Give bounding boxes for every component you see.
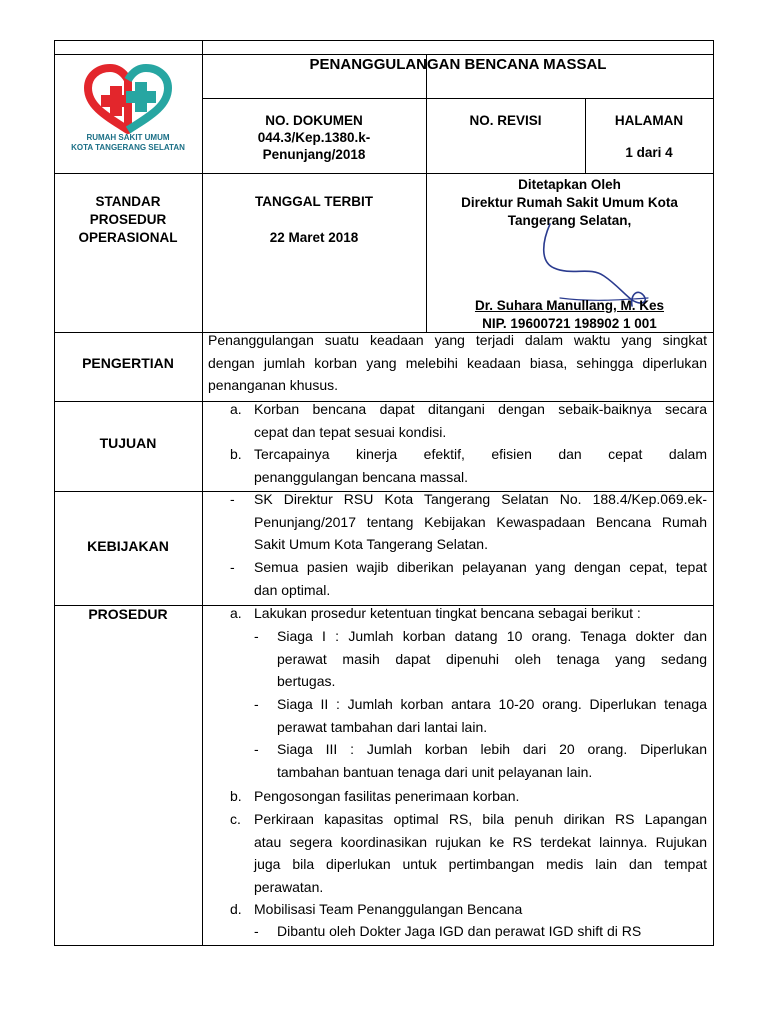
sop-line1: STANDAR bbox=[95, 194, 161, 209]
halaman-label: HALAMAN bbox=[614, 113, 684, 128]
pengertian-line: Penanggulangan suatu keadaan yang terjadi dalam waktu yang singkat bbox=[208, 332, 707, 348]
pengertian-label: PENGERTIAN bbox=[82, 355, 174, 371]
list-item bbox=[208, 556, 707, 601]
tanggal-label: TANGGAL TERBIT bbox=[255, 194, 373, 209]
sop-label bbox=[54, 193, 202, 247]
list-marker: - bbox=[254, 628, 259, 644]
list-item-line: bertugas. bbox=[277, 673, 336, 689]
list-marker: b. bbox=[230, 446, 242, 462]
list-item-line: Mobilisasi Team Penanggulangan Bencana bbox=[254, 901, 523, 917]
no-dokumen-label: NO. DOKUMEN bbox=[265, 113, 363, 128]
halaman-value: 1 dari 4 bbox=[625, 145, 673, 160]
hospital-name bbox=[58, 133, 198, 153]
ditetapkan-line1: Ditetapkan Oleh bbox=[518, 177, 621, 192]
no-dokumen-line1: 044.3/Kep.1380.k- bbox=[257, 130, 371, 145]
list-item-line: cepat dan tepat sesuai kondisi. bbox=[254, 423, 447, 440]
list-item-line: penanggulangan bencana massal. bbox=[254, 468, 469, 485]
list-item-line: perawat masih dapat dipenuhi oleh tenaga yang sedang bbox=[277, 650, 707, 667]
hospital-name-line1: RUMAH SAKIT UMUM bbox=[86, 133, 170, 142]
list-marker: - bbox=[254, 696, 259, 712]
hospital-name-line2: KOTA TANGERANG SELATAN bbox=[71, 143, 185, 152]
list-marker: d. bbox=[230, 901, 242, 917]
list-item bbox=[208, 808, 707, 898]
hospital-logo bbox=[58, 58, 198, 170]
list-item bbox=[208, 920, 707, 943]
list-marker: - bbox=[254, 923, 259, 939]
list-item-line: atau segera koordinasikan rujukan ke RS terdekat lainnya. Rujukan bbox=[254, 833, 707, 850]
list-item-line: tambahan bantuan tenaga dari unit pelayanan lain. bbox=[277, 763, 593, 780]
grid-line bbox=[54, 54, 714, 55]
pengertian-body bbox=[208, 329, 707, 397]
list-item-line: Dibantu oleh Dokter Jaga IGD dan perawat IGD shift di RS bbox=[277, 923, 642, 939]
signatory-name: Dr. Suhara Manullang, M. Kes bbox=[474, 298, 665, 313]
list-marker: - bbox=[230, 491, 235, 507]
list-item-line: Lakukan prosedur ketentuan tingkat bencana sebagai berikut : bbox=[254, 605, 641, 621]
heart-cross-logo-icon bbox=[58, 58, 198, 170]
list-item-line: Tercapainya kinerja efektif, efisien dan cepat dalam bbox=[254, 446, 707, 462]
list-item-line: Korban bencana dapat ditangani dengan sebaik-baiknya secara bbox=[254, 401, 707, 417]
list-item-line: perawat tambahan dari lantai lain. bbox=[277, 718, 488, 735]
list-item-line: Sakit Umum Kota Tangerang Selatan. bbox=[254, 536, 488, 552]
prosedur-label: PROSEDUR bbox=[88, 606, 168, 622]
list-item bbox=[208, 443, 707, 488]
grid-line bbox=[713, 40, 714, 946]
list-marker: a. bbox=[230, 401, 242, 417]
grid-line bbox=[202, 98, 714, 99]
sop-line3: OPERASIONAL bbox=[78, 230, 178, 245]
signatory-nip: NIP. 19600721 198902 1 001 bbox=[482, 316, 657, 331]
list-item bbox=[208, 625, 707, 693]
grid-line bbox=[54, 945, 714, 946]
list-marker: a. bbox=[230, 605, 242, 621]
list-marker: c. bbox=[230, 811, 241, 827]
grid-line bbox=[585, 98, 586, 174]
list-item-line: perawatan. bbox=[254, 878, 324, 895]
list-marker: b. bbox=[230, 788, 242, 804]
list-item bbox=[208, 785, 707, 808]
document-title: PENANGGULANGAN BENCANA MASSAL bbox=[309, 56, 607, 73]
list-item bbox=[208, 898, 707, 921]
pengertian-line: penanganan khusus. bbox=[208, 377, 338, 393]
list-marker: - bbox=[254, 741, 259, 757]
list-item-line: juga bila diperlukan untuk pertimbangan medis lain dan tempat bbox=[254, 856, 707, 872]
list-item-line: Perkiraan kapasitas optimal RS, bila penuh dirikan RS Lapangan bbox=[254, 811, 707, 827]
grid-line bbox=[54, 40, 714, 41]
list-item-line: Siaga II : Jumlah korban antara 10-20 orang. Diperlukan tenaga bbox=[277, 696, 707, 712]
list-item bbox=[208, 488, 707, 556]
list-item-line: SK Direktur RSU Kota Tangerang Selatan No. 188.4/Kep.069.ek- bbox=[254, 491, 707, 507]
list-item-line: Pengosongan fasilitas penerimaan korban. bbox=[254, 788, 520, 804]
no-dokumen-cell bbox=[202, 112, 426, 163]
grid-line bbox=[202, 40, 203, 946]
ditetapkan-line3: Tangerang Selatan, bbox=[507, 213, 632, 228]
tanggal-value: 22 Maret 2018 bbox=[269, 230, 359, 245]
list-item bbox=[208, 693, 707, 738]
list-item-line: Siaga I : Jumlah korban datang 10 orang. Tenaga dokter dan bbox=[277, 628, 707, 644]
tujuan-label: TUJUAN bbox=[99, 435, 157, 451]
list-item-line: Penunjang/2017 tentang Kebijakan Kewaspadaan Bencana Rumah bbox=[254, 513, 707, 530]
no-revisi-label: NO. REVISI bbox=[469, 113, 542, 128]
list-marker: - bbox=[230, 559, 235, 575]
ditetapkan-line2: Direktur Rumah Sakit Umum Kota bbox=[461, 195, 678, 210]
grid-line bbox=[54, 40, 55, 946]
list-item-line: Semua pasien wajib diberikan pelayanan yang dengan cepat, tepat bbox=[254, 559, 707, 575]
list-item bbox=[208, 738, 707, 783]
list-item bbox=[208, 398, 707, 443]
no-dokumen-line2: Penunjang/2018 bbox=[262, 147, 366, 162]
sop-line2: PROSEDUR bbox=[89, 212, 167, 227]
kebijakan-label: KEBIJAKAN bbox=[87, 538, 169, 554]
list-item bbox=[208, 602, 707, 625]
grid-line bbox=[54, 173, 714, 174]
list-item-line: dan optimal. bbox=[254, 581, 331, 598]
list-item-line: Siaga III : Jumlah korban lebih dari 20 orang. Diperlukan bbox=[277, 741, 707, 757]
pengertian-line: dengan jumlah korban yang melebihi keadaan biasa, sehingga diperlukan bbox=[208, 354, 707, 371]
